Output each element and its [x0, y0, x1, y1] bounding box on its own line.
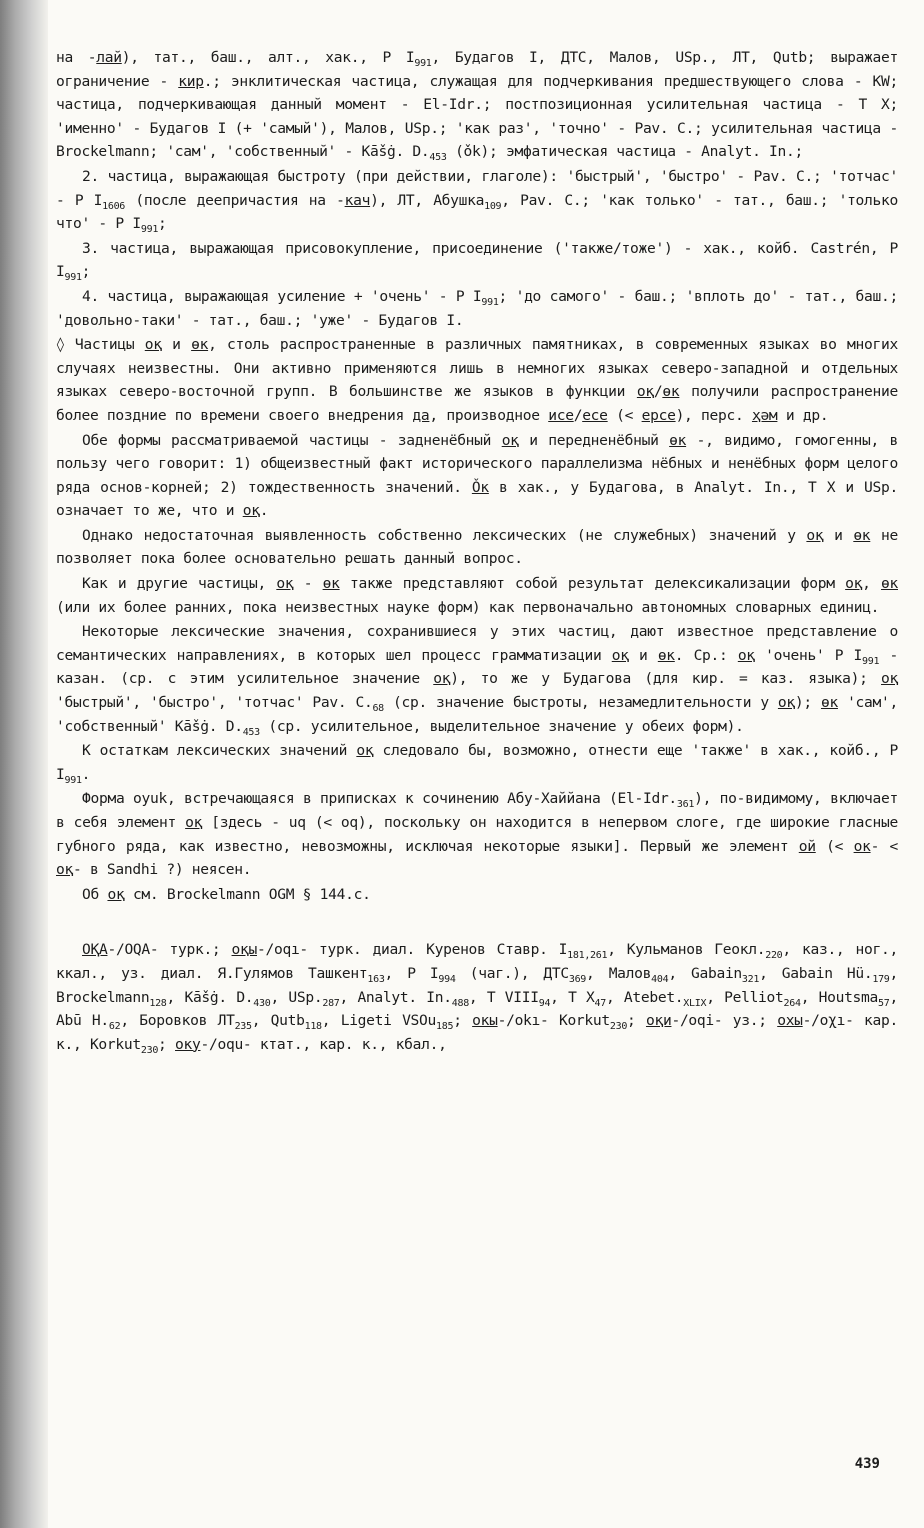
paragraph-1-continuation: на -лай), тат., баш., алт., хак., Р $I_{991}$, Будагов I, ДТС, Малов, USp., ЛТ, Qutb; выражает ограничение - кир.; энклитическая частица, служащая для подчеркивания предшествующего слова - KW; частица, подчеркивающая данный момент - El-Idr.; постпозиционная усилительная частица - Т X; 'именно' - Будагов I (+ 'самый'), Малов, USp.; 'как раз', 'точно' - Pav. C.; усилительная частица - Brockelmann; 'сам', 'собственный' - Kāšġ. $D._{453}$ (ǒk); эмфатическая частица - Analyt. In.; [56, 49, 898, 164]
paragraph-both-forms: Обе формы рассматриваемой частицы - задненёбный оқ и передненёбный өк -, видимо, гомогенны, в пользу чего говорит: 1) общеизвестный факт исторического параллелизма нёбных и ненёбных форм целого ряда основ-корней; 2) тождественность значений. Ǒк в хак., у Будагова, в Analyt. In., Т X и USp. означает то же, что и оқ. [56, 431, 899, 520]
paragraph-form-oyuk: Форма oyuk, встречающаяся в приписках к сочинению Абу-Хаййана $(El-Idr._{361})$, по-видимому, включает в себя элемент оқ [здесь - uq (< oq), поскольку он находится в непервом слоге, где широкие гласные губного ряда, как известно, невозможны, исключая некоторые языки]. Первый же элемент ой (< ок- < оқ- в Sandhi ?) неясен. [56, 790, 898, 879]
paragraph-semantic-directions: Некоторые лексические значения, сохранившиеся у этих частиц, дают известное представление о семантических направлениях, в которых шел процесс грамматизации оқ и өк. Ср.: оқ 'очень' Р $I_{991}$ - казан. (ср. с этим усилительное значение оқ), то же у Будагова (для кир. = каз. языка); оқ 'быстрый', 'быстро', 'тотчас' Pav. $C._{68}$ (ср. значение быстроты, незамедлительности у оқ); өк 'сам', 'собственный' Kāšġ. $D._{453}$ (ср. усилительное, выделительное значение у обеих форм). [56, 623, 898, 738]
paragraph-meaning-3: 3. частица, выражающая присовокупление, присоединение ('также/тоже') - хак., койб. Castrén, Р $I_{991}$; [56, 239, 898, 284]
paragraph-remnants: К остаткам лексических значений оқ следовало бы, возможно, отнести еще 'также' в хак., койб., Р $I_{991}$. [56, 742, 898, 786]
paragraph-reference: Об оқ см. Brockelmann OGM § 144.c. [82, 885, 371, 903]
paragraph-commentary: ◊ Частицы оқ и өк, столь распространенные в различных памятниках, в современных языках во многих случаях неизвестны. Они активно применяются лишь в немногих языках северо-западной и отдельных языках северо-восточной групп. В большинстве же языков в функции оқ/өк получили распространение более поздние по времени своего внедрения да, производное исе/есе (< ерсе), перс. ҳәм и др. [56, 336, 899, 424]
paragraph-meaning-4: 4. частица, выражающая усиление + 'очень' - Р $I_{991}$; 'до самого' - баш.; 'вплоть до' - тат., баш.; 'довольно-таки' - тат., баш.; 'уже' - Будагов I. [56, 287, 898, 329]
paragraph-delexicalization: Как и другие частицы, оқ - өк также представляют собой результат делексикализации форм оқ, өк (или их более ранних, пока неизвестных науке форм) как первоначально автономных словарных единиц. [56, 575, 898, 616]
entry-oqa: ОҚА-/OQA- турк.; оқы-/oqı- турк. диал. Куренов Ставр. $I_{181,261}$, Кульманов $Геокл._{220}$, каз., ног., ккал., уз. диал. Я.Гулямов Ташкент$_{163}$, Р $I_{994}$ (чаг.), $ДТС_{369}$, Малов$_{404}$, Gabain$_{321}$, Gabain $Hü._{179}$, Brockelmann$_{128}$, Kāšġ. $D._{430}$, $USp._{287}$, Analyt. $In._{488}$, Т $VIII_{94}$, Т $X_{47}$, $Atebet._{XLIX}$, Pelliot$_{264}$, Houtsma$_{57}$, Abū $H._{62}$, Боровков $ЛТ_{235}$, Qutb$_{118}$, Ligeti VSOu$_{185}$; окы-/okı- Korkut$_{230}$; оқи-/oqi- уз.; охы-/oχı- кар. к., Korkut$_{230}$; оку-/oqu- ктат., кар. к., кбал., [56, 941, 899, 1056]
paragraph-meaning-2: 2. частица, выражающая быстроту (при действии, глаголе): 'быстрый', 'быстро' - Pav. C.; 'тотчас' - Р $I_{1606}$ (после деепричастия на -кач), ЛТ, Абушка$_{109}$, Pav. C.; 'как только' - тат., баш.; 'только что' - Р $I_{991}$; [56, 167, 898, 236]
page-number: 439 [854, 1456, 880, 1472]
book-binding-shadow [0, 0, 48, 1528]
paragraph-lexical-meanings: Однако недостаточная выявленность собственно лексических (не служебных) значений у оқ и өк не позволяет пока более основательно решать данный вопрос. [56, 526, 898, 568]
page-body [56, 46, 898, 1056]
